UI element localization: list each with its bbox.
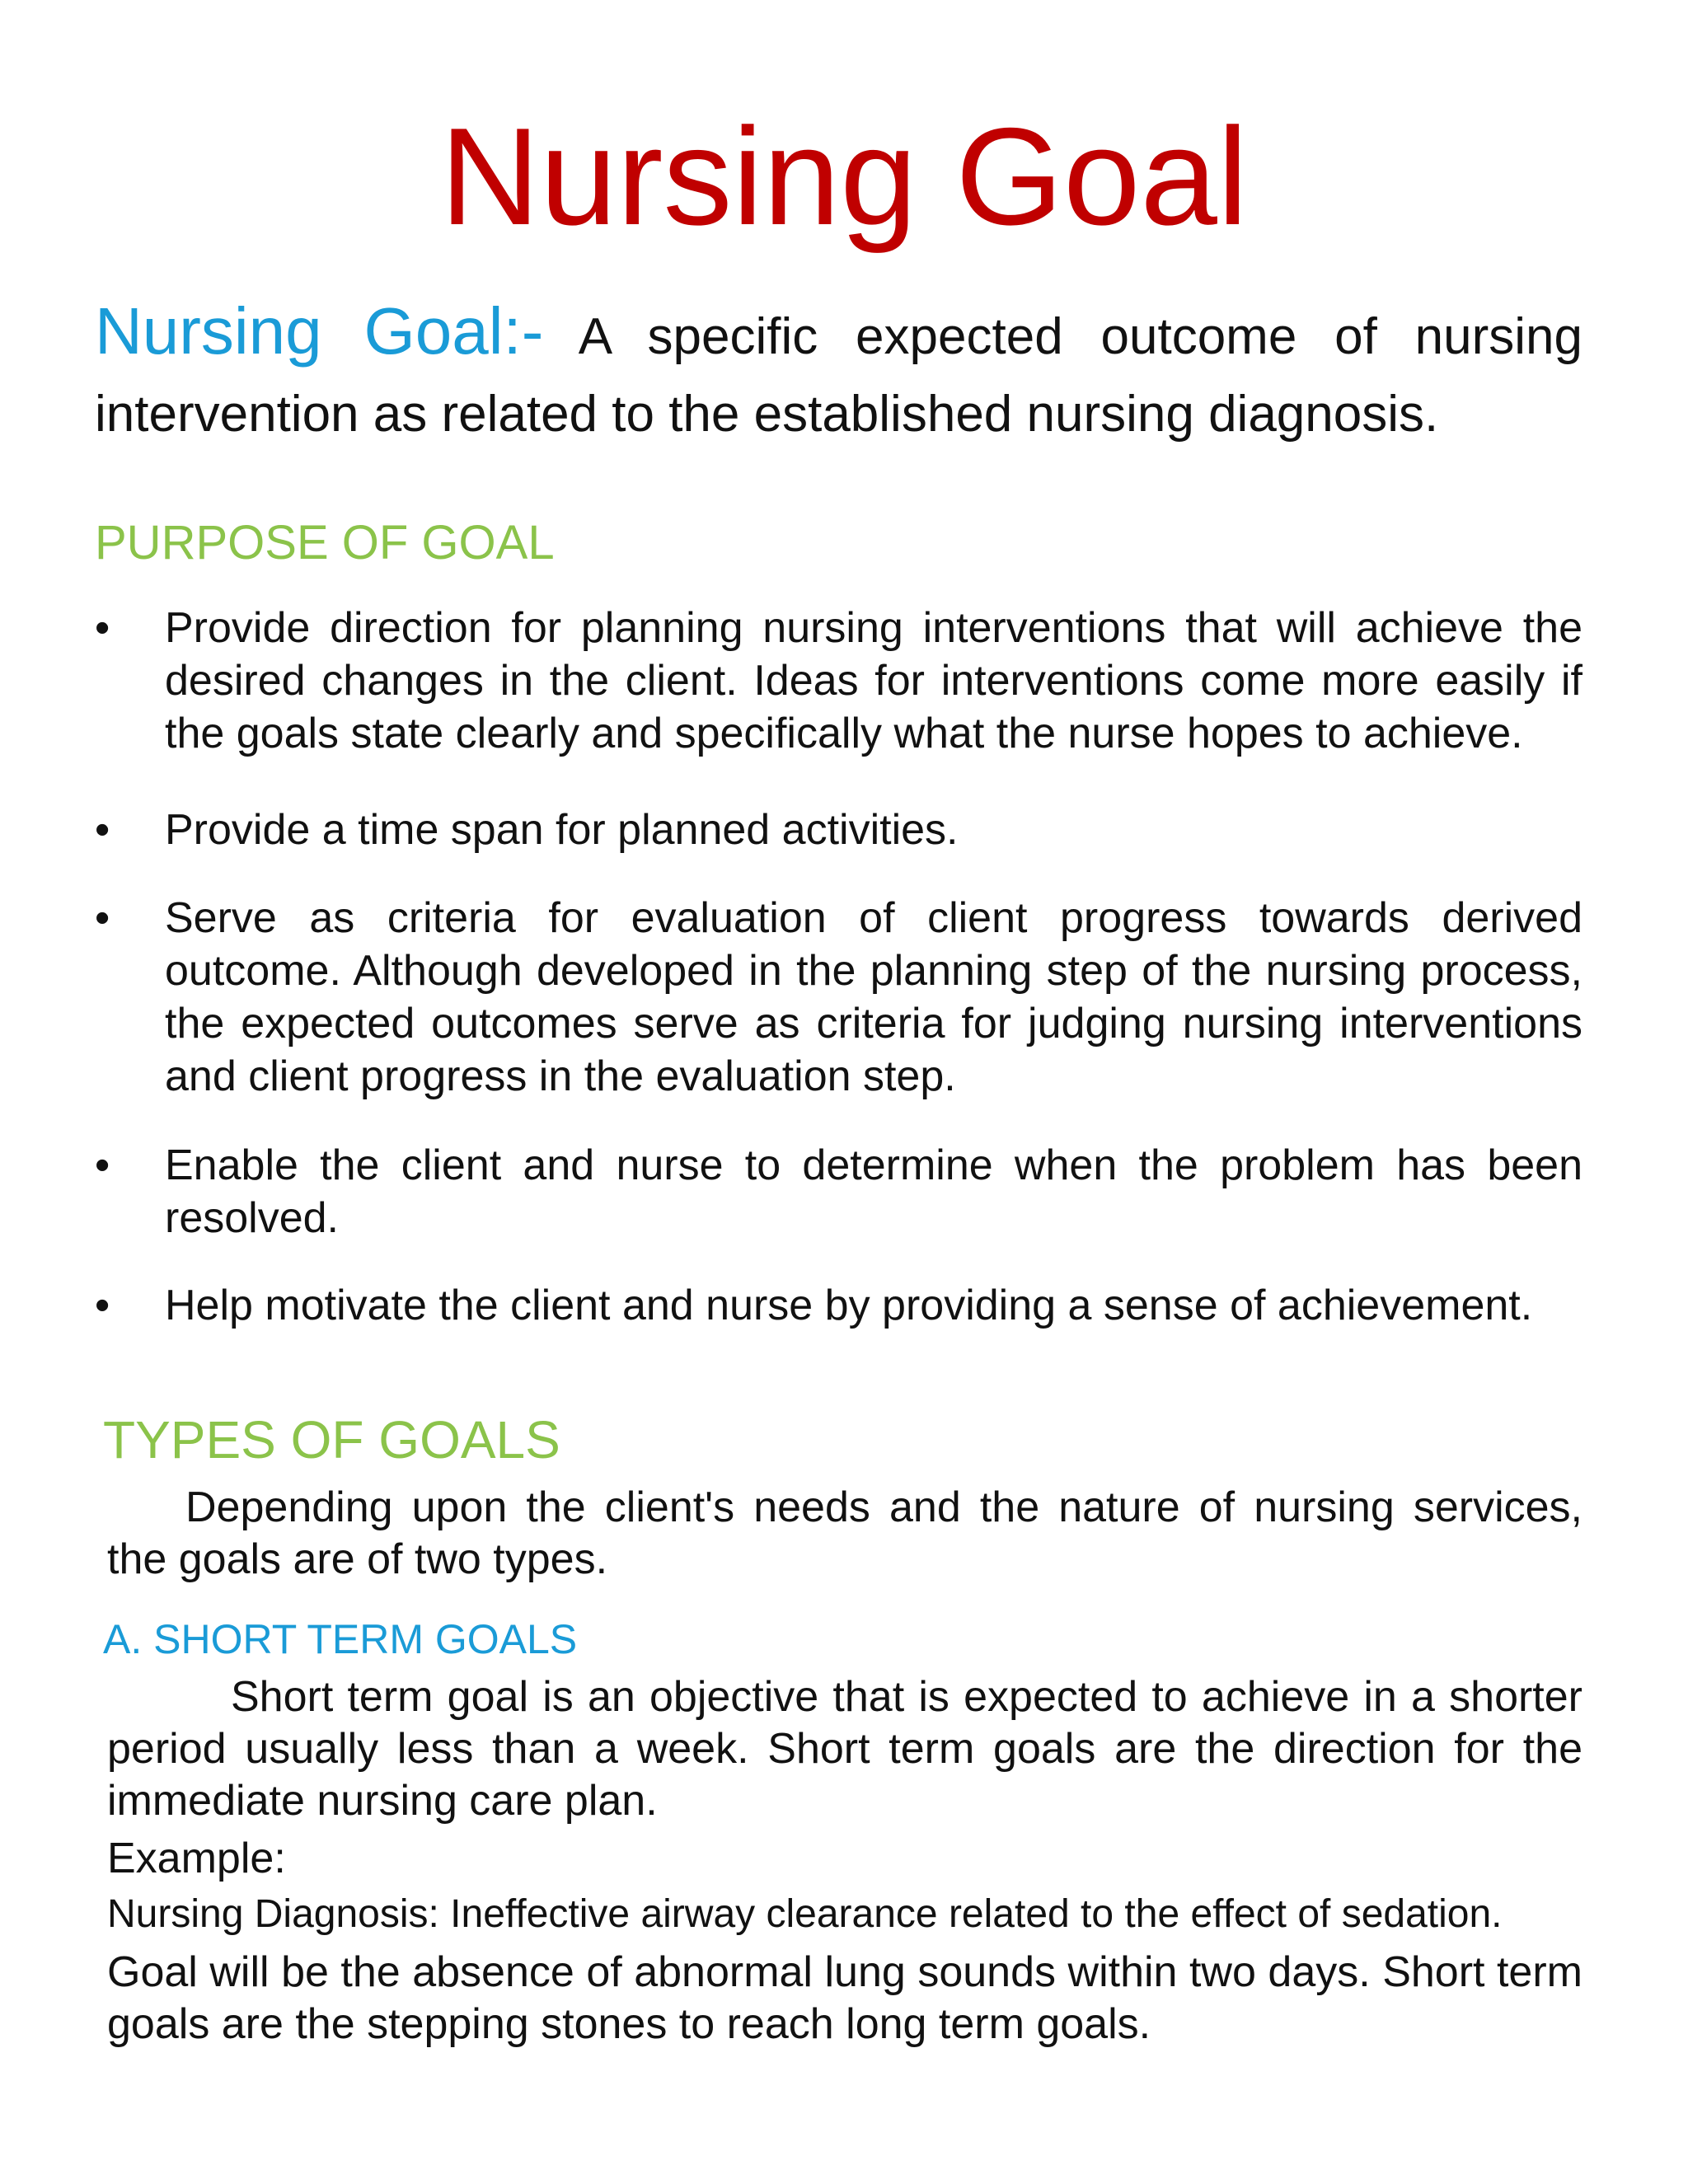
purpose-item-text: Provide a time span for planned activities. [165, 806, 959, 854]
definition-text: A specific expected outcome of nursing intervention as related to the established nursing diagnosis. [95, 308, 1582, 443]
example-label: Example: [107, 1835, 286, 1882]
purpose-list-item [95, 1279, 1582, 1332]
bullet-icon: • [95, 604, 110, 652]
short-term-text: Short term goal is an objective that is expected to achieve in a shorter period usually less than a week. Short term goals are the direction for the immediate nursing care plan. [107, 1673, 1582, 1825]
purpose-list-item [95, 602, 1582, 760]
bullet-icon: • [95, 1282, 110, 1329]
purpose-item-text: Provide direction for planning nursing interventions that will achieve the desired changes in the client. Ideas for interventions come more easily if the goals state clearly and specifically what the nurse hopes to achieve. [165, 604, 1582, 757]
bullet-icon: • [95, 806, 110, 854]
purpose-item-text: Serve as criteria for evaluation of client progress towards derived outcome. Although developed in the planning step of the nursing process, the expected outcomes serve as criteria for judging nursing interventions and client progress in the evaluation step. [165, 894, 1582, 1100]
definition-paragraph [95, 293, 1582, 453]
definition-term: Nursing Goal:- [95, 294, 544, 368]
short-term-heading: A. SHORT TERM GOALS [103, 1616, 578, 1662]
page-title: Nursing Goal [439, 99, 1249, 254]
purpose-heading: PURPOSE OF GOAL [95, 516, 555, 569]
types-intro: Depending upon the client's needs and the nature of nursing services, the goals are of two types. [107, 1483, 1582, 1583]
nursing-diagnosis-text: Nursing Diagnosis: Ineffective airway clearance related to the effect of sedation. [107, 1892, 1503, 1936]
bullet-icon: • [95, 894, 110, 942]
purpose-item-text: Enable the client and nurse to determine when the problem has been resolved. [165, 1141, 1582, 1242]
purpose-item-text: Help motivate the client and nurse by providing a sense of achievement. [165, 1282, 1533, 1329]
bullet-icon: • [95, 1141, 110, 1189]
purpose-list-item [95, 1139, 1582, 1244]
purpose-list-item [95, 804, 1582, 856]
purpose-list-item [95, 892, 1582, 1103]
types-heading: TYPES OF GOALS [103, 1410, 560, 1469]
goal-example-text: Goal will be the absence of abnormal lung sounds within two days. Short term goals are the stepping stones to reach long term goals. [107, 1948, 1582, 2048]
